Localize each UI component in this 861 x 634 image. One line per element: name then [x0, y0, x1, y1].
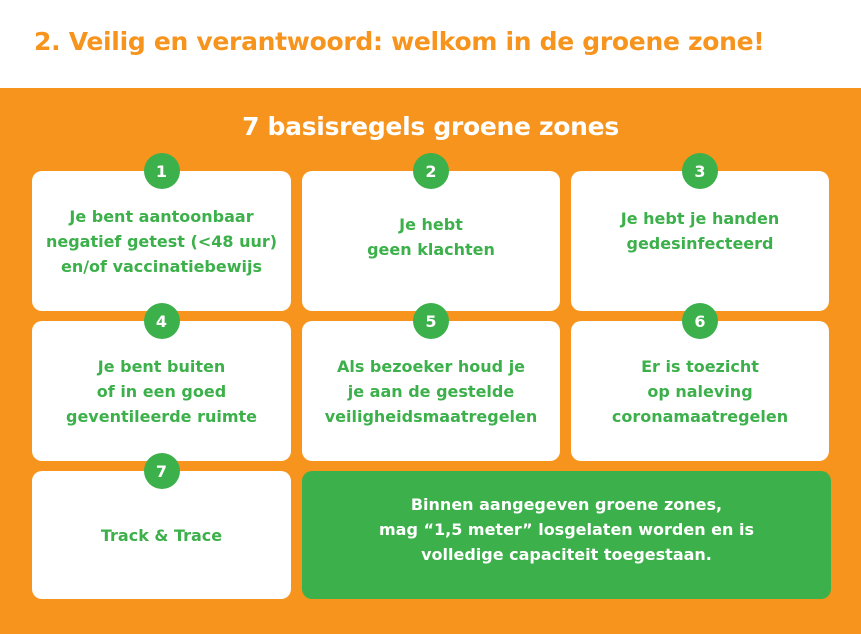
rule-text: Je bent buiten of in een goed geventileerde ruimte [66, 356, 257, 426]
rule-card-7 [32, 461, 291, 599]
rule-number-badge: 5 [413, 303, 449, 339]
rule-text: Er is toezicht op naleving coronamaatregelen [611, 356, 789, 426]
rule-number-badge: 4 [144, 303, 180, 339]
rule-text: Track & Trace [100, 525, 223, 545]
rule-text: Je bent aantoonbaar negatief getest (<48 uur) en/of vaccinatiebewijs [45, 206, 278, 276]
rule-number-badge: 3 [682, 153, 718, 189]
rule-text: Je hebt geen klachten [367, 215, 495, 259]
rule-text: Als bezoeker houd je je aan de gestelde veiligheidsmaatregelen [324, 356, 538, 426]
rule-number-badge: 7 [144, 453, 180, 489]
rule-number-badge: 2 [413, 153, 449, 189]
green-zone-note-text: Binnen aangegeven groene zones, mag “1,5 meter” losgelaten worden en is volledige capaciteit toegestaan. [378, 494, 754, 564]
rule-card-6 [571, 311, 829, 461]
page-title: 2. Veilig en verantwoord: welkom in de groene zone! [34, 27, 765, 56]
rule-number-badge: 6 [682, 303, 718, 339]
panel-title: 7 basisregels groene zones [242, 112, 619, 141]
rule-card-2 [302, 161, 560, 311]
green-zone-note [302, 471, 831, 599]
rules-panel [0, 88, 861, 634]
rule-card-5 [302, 311, 560, 461]
rule-card-4 [32, 311, 291, 461]
rule-number-badge: 1 [144, 153, 180, 189]
rule-card-3 [571, 161, 829, 311]
rule-text: Je hebt je handen gedesinfecteerd [620, 209, 780, 253]
rule-card-1 [32, 161, 291, 311]
